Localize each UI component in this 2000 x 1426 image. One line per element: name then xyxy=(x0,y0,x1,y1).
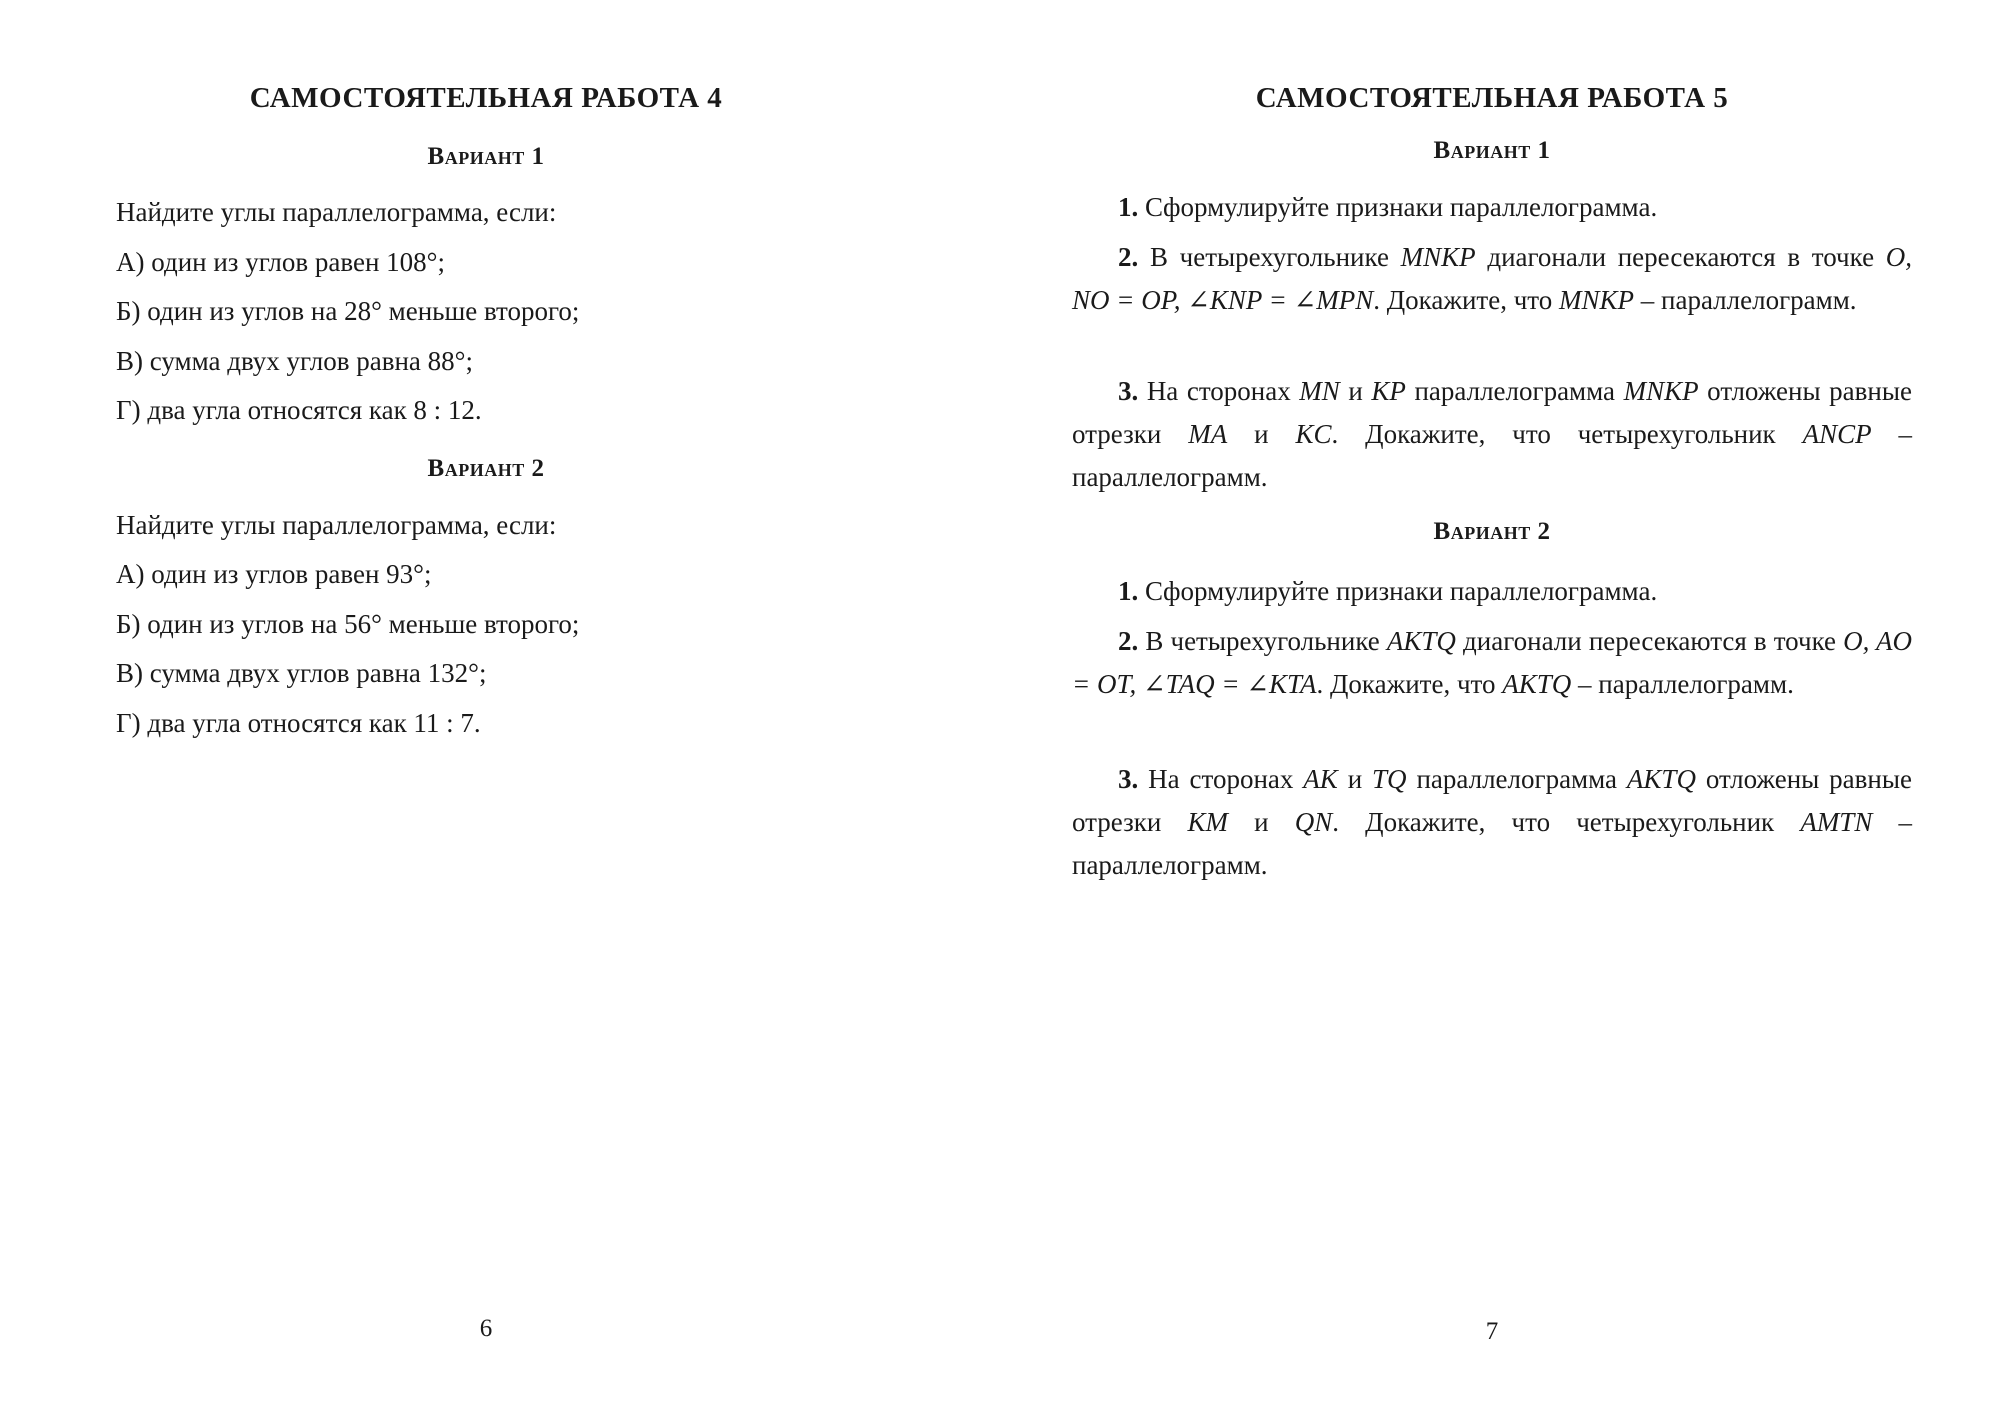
math-expression: AMTN xyxy=(1800,807,1873,837)
task-text: – параллелограмм. xyxy=(1072,419,1912,492)
task-text: – параллелограмм. xyxy=(1072,807,1912,880)
work-4-variant-2-item-a: А) один из углов равен 93°; xyxy=(116,559,432,589)
task-text: На сторонах xyxy=(1138,376,1300,406)
work-4-variant-1-item-a: А) один из углов равен 108°; xyxy=(116,247,445,277)
work-5-variant-2-task-3 xyxy=(1072,758,1912,887)
math-expression: TQ xyxy=(1372,764,1407,794)
task-text: и xyxy=(1339,376,1372,406)
work-4-variant-1-item-b: Б) один из углов на 28° меньше второго; xyxy=(116,296,580,326)
math-expression: O, AO = OT, ∠TAQ = ∠KTA xyxy=(1072,626,1912,699)
task-text: и xyxy=(1337,764,1373,794)
work-4-variant-2-item-b: Б) один из углов на 56° меньше второго; xyxy=(116,609,580,639)
task-number: 1. xyxy=(1118,576,1139,606)
right-page xyxy=(1072,0,1912,1426)
work-4-variant-2-heading: Вариант 2 xyxy=(427,455,545,482)
work-5-variant-1-task-3 xyxy=(1072,370,1912,499)
work-4-variant-1-intro: Найдите углы параллелограмма, если: xyxy=(116,197,557,227)
left-page xyxy=(116,0,856,1426)
task-text: – параллелограмм. xyxy=(1634,285,1857,315)
task-text: Сформулируйте признаки параллелограмма. xyxy=(1138,192,1658,222)
math-expression: ANCP xyxy=(1802,419,1872,449)
math-expression: O, NO = OP, ∠KNP = ∠MPN xyxy=(1072,242,1913,315)
math-expression: AK xyxy=(1303,764,1338,794)
work-4-variant-1-item-c: В) сумма двух углов равна 88°; xyxy=(116,346,473,376)
math-expression: QN xyxy=(1294,807,1333,837)
task-text: параллелограмма xyxy=(1406,764,1627,794)
work-5-variant-1-task-1 xyxy=(1072,186,1912,229)
math-expression: AKTQ xyxy=(1386,626,1456,656)
task-number: 2. xyxy=(1118,242,1139,272)
work-5-variant-2-task-1 xyxy=(1072,570,1912,613)
task-text: . Докажите, что четырехугольник xyxy=(1332,807,1801,837)
work-4-variant-2-item-c: В) сумма двух углов равна 132°; xyxy=(116,658,487,688)
work-4-title: САМОСТОЯТЕЛЬНАЯ РАБОТА 4 xyxy=(249,82,723,114)
work-5-variant-1-task-2 xyxy=(1072,236,1912,322)
task-text: . Докажите, что xyxy=(1316,669,1503,699)
task-text: На сторонах xyxy=(1138,764,1304,794)
work-5-variant-2-heading: Вариант 2 xyxy=(1433,518,1551,545)
task-number: 2. xyxy=(1118,626,1139,656)
work-4-variant-2-intro: Найдите углы параллелограмма, если: xyxy=(116,510,557,540)
math-expression: KC xyxy=(1295,419,1332,449)
work-5-variant-2-task-2 xyxy=(1072,620,1912,706)
task-text: . Докажите, что xyxy=(1373,285,1559,315)
page-number-left: 6 xyxy=(479,1315,493,1342)
math-expression: MNKP xyxy=(1400,242,1476,272)
math-expression: MNKP xyxy=(1623,376,1699,406)
task-text: Сформулируйте признаки параллелограмма. xyxy=(1138,576,1658,606)
page-number-right: 7 xyxy=(1485,1318,1499,1345)
math-expression: AKTQ xyxy=(1502,669,1572,699)
math-expression: MNKP xyxy=(1559,285,1635,315)
task-text: параллелограмма xyxy=(1405,376,1624,406)
task-text: В четырехугольнике xyxy=(1138,626,1387,656)
task-text: отложены равные отрезки xyxy=(1072,376,1912,449)
math-expression: MA xyxy=(1188,419,1228,449)
task-text: В четырехугольнике xyxy=(1138,242,1401,272)
work-5-variant-1-heading: Вариант 1 xyxy=(1433,137,1551,164)
task-text: диагонали пересекаются в точке xyxy=(1475,242,1886,272)
task-number: 3. xyxy=(1118,764,1139,794)
math-expression: AKTQ xyxy=(1626,764,1696,794)
math-expression: KM xyxy=(1187,807,1228,837)
task-text: . Докажите, что четырехугольник xyxy=(1331,419,1803,449)
work-4-variant-2-item-d: Г) два угла относятся как 11 : 7. xyxy=(116,708,481,738)
work-4-variant-1-item-d: Г) два угла относятся как 8 : 12. xyxy=(116,395,482,425)
task-number: 1. xyxy=(1118,192,1139,222)
task-text: и xyxy=(1227,807,1295,837)
task-text: отложены равные отрезки xyxy=(1072,764,1912,837)
math-expression: KP xyxy=(1371,376,1406,406)
task-number: 3. xyxy=(1118,376,1139,406)
task-text: и xyxy=(1227,419,1296,449)
math-expression: MN xyxy=(1299,376,1340,406)
work-5-title: САМОСТОЯТЕЛЬНАЯ РАБОТА 5 xyxy=(1255,82,1729,114)
task-text: – параллелограмм. xyxy=(1571,669,1794,699)
work-4-variant-1-heading: Вариант 1 xyxy=(427,143,545,170)
task-text: диагонали пересекаются в точке xyxy=(1455,626,1844,656)
